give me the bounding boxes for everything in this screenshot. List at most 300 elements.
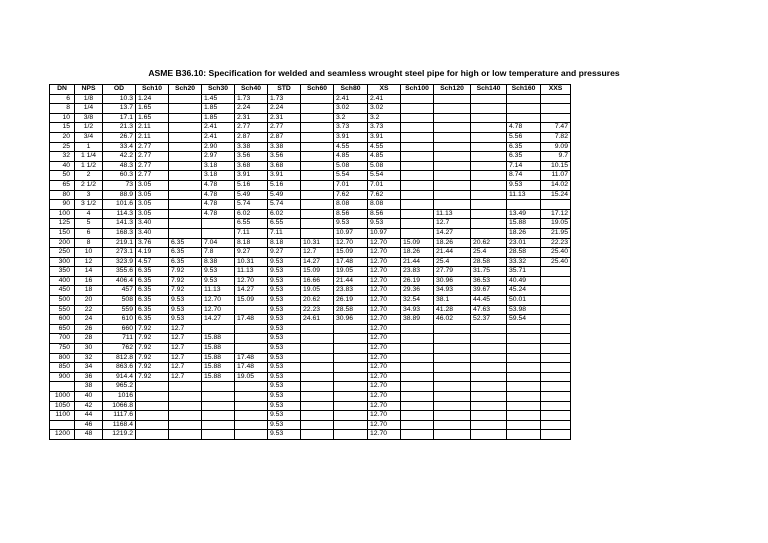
table-cell: 7.92 xyxy=(136,363,169,373)
table-cell xyxy=(434,142,471,152)
table-cell: 2.77 xyxy=(136,152,169,162)
table-cell xyxy=(301,180,334,190)
table-cell: 9.53 xyxy=(268,430,301,440)
table-cell: 3.91 xyxy=(268,171,301,181)
table-cell: 39.67 xyxy=(471,286,507,296)
table-row xyxy=(50,420,571,430)
table-cell: 15.88 xyxy=(202,353,235,363)
table-cell: 5.74 xyxy=(235,200,268,210)
table-row xyxy=(50,180,571,190)
table-cell: 2.41 xyxy=(368,94,401,104)
table-cell: 38.89 xyxy=(401,315,434,325)
table-cell xyxy=(401,209,434,219)
table-row xyxy=(50,430,571,440)
table-cell xyxy=(434,132,471,142)
table-cell xyxy=(301,353,334,363)
table-cell xyxy=(169,161,202,171)
table-cell: 914.4 xyxy=(103,372,136,382)
table-cell: 15.88 xyxy=(202,344,235,354)
table-cell: 12.70 xyxy=(368,248,401,258)
table-cell: 12.70 xyxy=(368,392,401,402)
table-row xyxy=(50,296,571,306)
table-cell xyxy=(301,334,334,344)
table-cell: 44.45 xyxy=(471,296,507,306)
table-cell xyxy=(235,401,268,411)
table-row xyxy=(50,209,571,219)
table-cell: 8.08 xyxy=(334,200,368,210)
table-row xyxy=(50,344,571,354)
table-row xyxy=(50,132,571,142)
table-cell: 10.31 xyxy=(235,257,268,267)
table-cell: 12.7 xyxy=(169,344,202,354)
table-cell: 1.85 xyxy=(202,113,235,123)
table-cell: 700 xyxy=(50,334,75,344)
table-cell xyxy=(334,382,368,392)
table-cell xyxy=(507,113,541,123)
table-cell: 5 xyxy=(75,219,103,229)
table-cell xyxy=(169,401,202,411)
table-cell: 42 xyxy=(75,401,103,411)
table-cell: 12.70 xyxy=(368,324,401,334)
table-cell: 5.54 xyxy=(368,171,401,181)
table-cell: 2.77 xyxy=(268,123,301,133)
table-cell: 12.70 xyxy=(368,411,401,421)
table-cell: 12.70 xyxy=(334,238,368,248)
table-cell xyxy=(541,382,571,392)
table-cell: 8 xyxy=(75,238,103,248)
table-row xyxy=(50,161,571,171)
table-cell xyxy=(401,430,434,440)
table-cell: 1219.2 xyxy=(103,430,136,440)
table-cell: 5.49 xyxy=(268,190,301,200)
table-cell: 3.91 xyxy=(334,132,368,142)
table-cell xyxy=(471,334,507,344)
table-cell: 12.70 xyxy=(368,257,401,267)
table-cell: 550 xyxy=(50,305,75,315)
table-cell xyxy=(401,219,434,229)
table-cell xyxy=(471,171,507,181)
table-cell: 9.53 xyxy=(268,286,301,296)
table-cell: 1 1/2 xyxy=(75,161,103,171)
table-cell: 33.4 xyxy=(103,142,136,152)
table-cell xyxy=(334,420,368,430)
table-cell: 4.19 xyxy=(136,248,169,258)
table-cell: 30.96 xyxy=(334,315,368,325)
table-cell: 3.68 xyxy=(235,161,268,171)
table-header-row xyxy=(50,85,571,95)
table-cell xyxy=(301,171,334,181)
column-header-dn: DN xyxy=(50,85,75,95)
table-cell: 2.41 xyxy=(202,123,235,133)
table-cell: 7.04 xyxy=(202,238,235,248)
table-cell: 355.6 xyxy=(103,267,136,277)
table-cell xyxy=(169,392,202,402)
table-cell: 1117.6 xyxy=(103,411,136,421)
table-cell: 114.3 xyxy=(103,209,136,219)
table-cell xyxy=(401,420,434,430)
table-row xyxy=(50,286,571,296)
table-cell: 4.78 xyxy=(507,123,541,133)
table-cell: 2.11 xyxy=(136,132,169,142)
table-cell xyxy=(301,363,334,373)
table-cell: 30.96 xyxy=(434,276,471,286)
table-cell: 21.95 xyxy=(541,228,571,238)
table-cell: 9.53 xyxy=(268,372,301,382)
table-cell: 7.11 xyxy=(268,228,301,238)
table-cell: 9.53 xyxy=(268,267,301,277)
table-cell: 7.92 xyxy=(136,324,169,334)
table-cell: 9.53 xyxy=(334,219,368,229)
table-cell: 12.70 xyxy=(368,344,401,354)
table-cell xyxy=(434,344,471,354)
table-cell xyxy=(401,104,434,114)
table-cell: 7.11 xyxy=(235,228,268,238)
table-cell xyxy=(471,209,507,219)
table-cell xyxy=(434,161,471,171)
table-cell: 20.62 xyxy=(471,238,507,248)
table-cell: 9.53 xyxy=(368,219,401,229)
table-cell: 3.56 xyxy=(268,152,301,162)
table-cell xyxy=(301,401,334,411)
table-cell xyxy=(401,190,434,200)
table-cell: 18.26 xyxy=(434,238,471,248)
table-cell: 34.93 xyxy=(434,286,471,296)
table-cell xyxy=(50,382,75,392)
table-cell xyxy=(541,113,571,123)
table-cell: 650 xyxy=(50,324,75,334)
table-cell xyxy=(401,200,434,210)
table-cell: 73 xyxy=(103,180,136,190)
table-cell xyxy=(334,353,368,363)
table-cell: 2.97 xyxy=(202,152,235,162)
table-cell: 2.90 xyxy=(202,142,235,152)
table-cell: 3.05 xyxy=(136,180,169,190)
table-cell: 4.55 xyxy=(368,142,401,152)
table-cell xyxy=(301,219,334,229)
table-cell: 12.70 xyxy=(368,276,401,286)
table-cell: 7.01 xyxy=(334,180,368,190)
table-cell: 12.70 xyxy=(202,305,235,315)
table-cell xyxy=(235,392,268,402)
table-cell: 9.53 xyxy=(268,363,301,373)
table-cell: 125 xyxy=(50,219,75,229)
table-cell xyxy=(507,420,541,430)
table-cell xyxy=(541,372,571,382)
column-header-std: STD xyxy=(268,85,301,95)
table-cell: 88.9 xyxy=(103,190,136,200)
table-row xyxy=(50,267,571,277)
table-cell: 600 xyxy=(50,315,75,325)
table-cell: 14.02 xyxy=(541,180,571,190)
table-cell xyxy=(507,401,541,411)
table-cell: 15.88 xyxy=(507,219,541,229)
table-cell: 7.47 xyxy=(541,123,571,133)
table-cell: 6.55 xyxy=(268,219,301,229)
table-cell: 9.53 xyxy=(268,257,301,267)
table-cell: 2.24 xyxy=(268,104,301,114)
table-cell: 26.19 xyxy=(401,276,434,286)
table-cell: 13.7 xyxy=(103,104,136,114)
table-cell: 9.53 xyxy=(268,334,301,344)
document-title: ASME B36.10: Specification for welded and seamless wrought steel pipe for high or low temperature and pressures xyxy=(148,68,620,78)
table-cell xyxy=(434,152,471,162)
table-row xyxy=(50,382,571,392)
table-cell: 2.77 xyxy=(235,123,268,133)
table-cell: 2.41 xyxy=(202,132,235,142)
table-cell: 31.75 xyxy=(471,267,507,277)
table-cell xyxy=(301,430,334,440)
table-cell: 168.3 xyxy=(103,228,136,238)
table-cell: 10 xyxy=(75,248,103,258)
table-cell: 8.56 xyxy=(368,209,401,219)
column-header-nps: NPS xyxy=(75,85,103,95)
table-cell: 1/2 xyxy=(75,123,103,133)
table-cell: 17.12 xyxy=(541,209,571,219)
table-cell: 7.82 xyxy=(541,132,571,142)
table-cell xyxy=(301,94,334,104)
table-cell: 6.35 xyxy=(169,257,202,267)
table-cell: 15.88 xyxy=(202,334,235,344)
table-cell: 3.73 xyxy=(368,123,401,133)
table-cell xyxy=(507,430,541,440)
table-cell: 5.08 xyxy=(368,161,401,171)
table-cell: 12.7 xyxy=(169,353,202,363)
table-cell: 762 xyxy=(103,344,136,354)
table-cell: 9.53 xyxy=(268,411,301,421)
table-cell: 9.53 xyxy=(268,353,301,363)
table-cell: 21.44 xyxy=(401,257,434,267)
table-cell: 400 xyxy=(50,276,75,286)
table-cell: 1 xyxy=(75,142,103,152)
table-row xyxy=(50,353,571,363)
table-cell xyxy=(202,382,235,392)
table-cell: 12.70 xyxy=(368,267,401,277)
table-cell xyxy=(434,94,471,104)
table-cell xyxy=(541,104,571,114)
table-cell: 12.70 xyxy=(368,296,401,306)
table-cell: 14 xyxy=(75,267,103,277)
table-cell xyxy=(471,113,507,123)
table-cell xyxy=(507,363,541,373)
table-cell: 25.40 xyxy=(541,257,571,267)
column-header-sch100: Sch100 xyxy=(401,85,434,95)
table-cell: 9.53 xyxy=(268,344,301,354)
table-row xyxy=(50,392,571,402)
table-cell: 101.6 xyxy=(103,200,136,210)
table-cell xyxy=(471,152,507,162)
table-cell xyxy=(301,382,334,392)
table-row xyxy=(50,372,571,382)
table-row xyxy=(50,257,571,267)
table-cell xyxy=(169,104,202,114)
table-cell xyxy=(235,430,268,440)
table-cell xyxy=(401,123,434,133)
table-cell xyxy=(50,420,75,430)
table-cell: 12.7 xyxy=(169,334,202,344)
table-row xyxy=(50,363,571,373)
table-cell xyxy=(235,334,268,344)
table-cell: 1066.8 xyxy=(103,401,136,411)
table-cell xyxy=(136,401,169,411)
table-cell: 24.61 xyxy=(301,315,334,325)
table-cell xyxy=(169,209,202,219)
column-header-sch20: Sch20 xyxy=(169,85,202,95)
table-cell: 22.23 xyxy=(301,305,334,315)
table-cell: 18.26 xyxy=(401,248,434,258)
table-cell: 14.27 xyxy=(235,286,268,296)
table-cell: 12.70 xyxy=(235,276,268,286)
table-cell xyxy=(471,200,507,210)
table-cell xyxy=(169,382,202,392)
table-cell: 1016 xyxy=(103,392,136,402)
table-cell xyxy=(301,372,334,382)
table-cell xyxy=(471,411,507,421)
table-cell: 7.92 xyxy=(136,344,169,354)
table-cell: 24 xyxy=(75,315,103,325)
table-row xyxy=(50,401,571,411)
table-cell xyxy=(541,363,571,373)
table-cell: 23.83 xyxy=(334,286,368,296)
table-cell: 32 xyxy=(50,152,75,162)
table-cell xyxy=(471,401,507,411)
table-row xyxy=(50,315,571,325)
table-cell: 6.35 xyxy=(136,315,169,325)
table-cell: 8.56 xyxy=(334,209,368,219)
table-cell xyxy=(434,353,471,363)
table-cell: 3.56 xyxy=(235,152,268,162)
table-cell: 80 xyxy=(50,190,75,200)
table-cell xyxy=(434,401,471,411)
table-cell: 46.02 xyxy=(434,315,471,325)
table-cell xyxy=(136,430,169,440)
table-cell: 22 xyxy=(75,305,103,315)
table-cell: 25.40 xyxy=(541,248,571,258)
table-cell xyxy=(471,142,507,152)
table-cell: 300 xyxy=(50,257,75,267)
table-cell xyxy=(136,420,169,430)
table-cell: 23.01 xyxy=(507,238,541,248)
table-row xyxy=(50,190,571,200)
table-cell xyxy=(507,200,541,210)
table-cell: 800 xyxy=(50,353,75,363)
table-cell: 9.53 xyxy=(169,305,202,315)
table-cell xyxy=(169,420,202,430)
table-cell: 32.54 xyxy=(401,296,434,306)
table-cell: 7.92 xyxy=(169,267,202,277)
table-cell: 26 xyxy=(75,324,103,334)
table-cell xyxy=(301,200,334,210)
table-cell: 30 xyxy=(75,344,103,354)
table-row xyxy=(50,142,571,152)
table-cell xyxy=(334,430,368,440)
table-cell: 9.27 xyxy=(235,248,268,258)
table-cell: 9.53 xyxy=(268,296,301,306)
table-cell: 4.78 xyxy=(202,200,235,210)
table-cell xyxy=(301,392,334,402)
column-header-sch10: Sch10 xyxy=(136,85,169,95)
table-row xyxy=(50,152,571,162)
table-cell: 11.13 xyxy=(235,267,268,277)
table-cell: 3.76 xyxy=(136,238,169,248)
table-cell: 8 xyxy=(50,104,75,114)
table-cell xyxy=(434,382,471,392)
table-cell: 6.02 xyxy=(235,209,268,219)
table-cell: 22.23 xyxy=(541,238,571,248)
table-cell: 12.7 xyxy=(169,372,202,382)
table-cell xyxy=(334,324,368,334)
table-cell: 5.16 xyxy=(235,180,268,190)
table-cell xyxy=(434,392,471,402)
table-cell: 100 xyxy=(50,209,75,219)
column-header-od: OD xyxy=(103,85,136,95)
table-cell: 3.05 xyxy=(136,190,169,200)
table-cell xyxy=(136,392,169,402)
table-cell xyxy=(541,324,571,334)
table-cell: 5.74 xyxy=(268,200,301,210)
table-cell: 1/4 xyxy=(75,104,103,114)
table-cell xyxy=(202,219,235,229)
table-cell xyxy=(541,276,571,286)
table-cell: 406.4 xyxy=(103,276,136,286)
table-cell: 48 xyxy=(75,430,103,440)
table-cell: 5.56 xyxy=(507,132,541,142)
table-cell: 12.70 xyxy=(368,353,401,363)
table-cell xyxy=(471,353,507,363)
table-cell: 150 xyxy=(50,228,75,238)
table-cell: 7.14 xyxy=(507,161,541,171)
table-row xyxy=(50,171,571,181)
table-row xyxy=(50,324,571,334)
table-cell: 2.11 xyxy=(136,123,169,133)
table-cell xyxy=(202,411,235,421)
table-cell: 9.53 xyxy=(268,305,301,315)
table-cell xyxy=(401,228,434,238)
table-cell xyxy=(301,190,334,200)
table-cell: 10.3 xyxy=(103,94,136,104)
table-cell xyxy=(471,372,507,382)
table-cell: 3.40 xyxy=(136,228,169,238)
table-cell: 28.58 xyxy=(471,257,507,267)
table-cell: 36 xyxy=(75,372,103,382)
column-header-sch120: Sch120 xyxy=(434,85,471,95)
table-cell xyxy=(169,94,202,104)
table-cell: 9.53 xyxy=(507,180,541,190)
table-row xyxy=(50,334,571,344)
table-cell: 3.68 xyxy=(268,161,301,171)
table-cell: 12.70 xyxy=(368,334,401,344)
table-cell: 2.31 xyxy=(268,113,301,123)
table-cell: 9.27 xyxy=(268,248,301,258)
table-cell: 610 xyxy=(103,315,136,325)
table-cell xyxy=(471,123,507,133)
table-cell: 10 xyxy=(50,113,75,123)
table-cell: 8.74 xyxy=(507,171,541,181)
table-cell xyxy=(202,324,235,334)
table-cell: 16 xyxy=(75,276,103,286)
table-cell: 8.18 xyxy=(235,238,268,248)
table-cell xyxy=(471,180,507,190)
table-cell xyxy=(334,411,368,421)
table-cell: 15 xyxy=(50,123,75,133)
table-cell: 9.53 xyxy=(268,392,301,402)
table-cell xyxy=(507,324,541,334)
table-cell: 9.7 xyxy=(541,152,571,162)
table-cell: 8.18 xyxy=(268,238,301,248)
table-cell xyxy=(169,219,202,229)
table-cell: 33.32 xyxy=(507,257,541,267)
table-cell: 965.2 xyxy=(103,382,136,392)
table-cell: 323.9 xyxy=(103,257,136,267)
